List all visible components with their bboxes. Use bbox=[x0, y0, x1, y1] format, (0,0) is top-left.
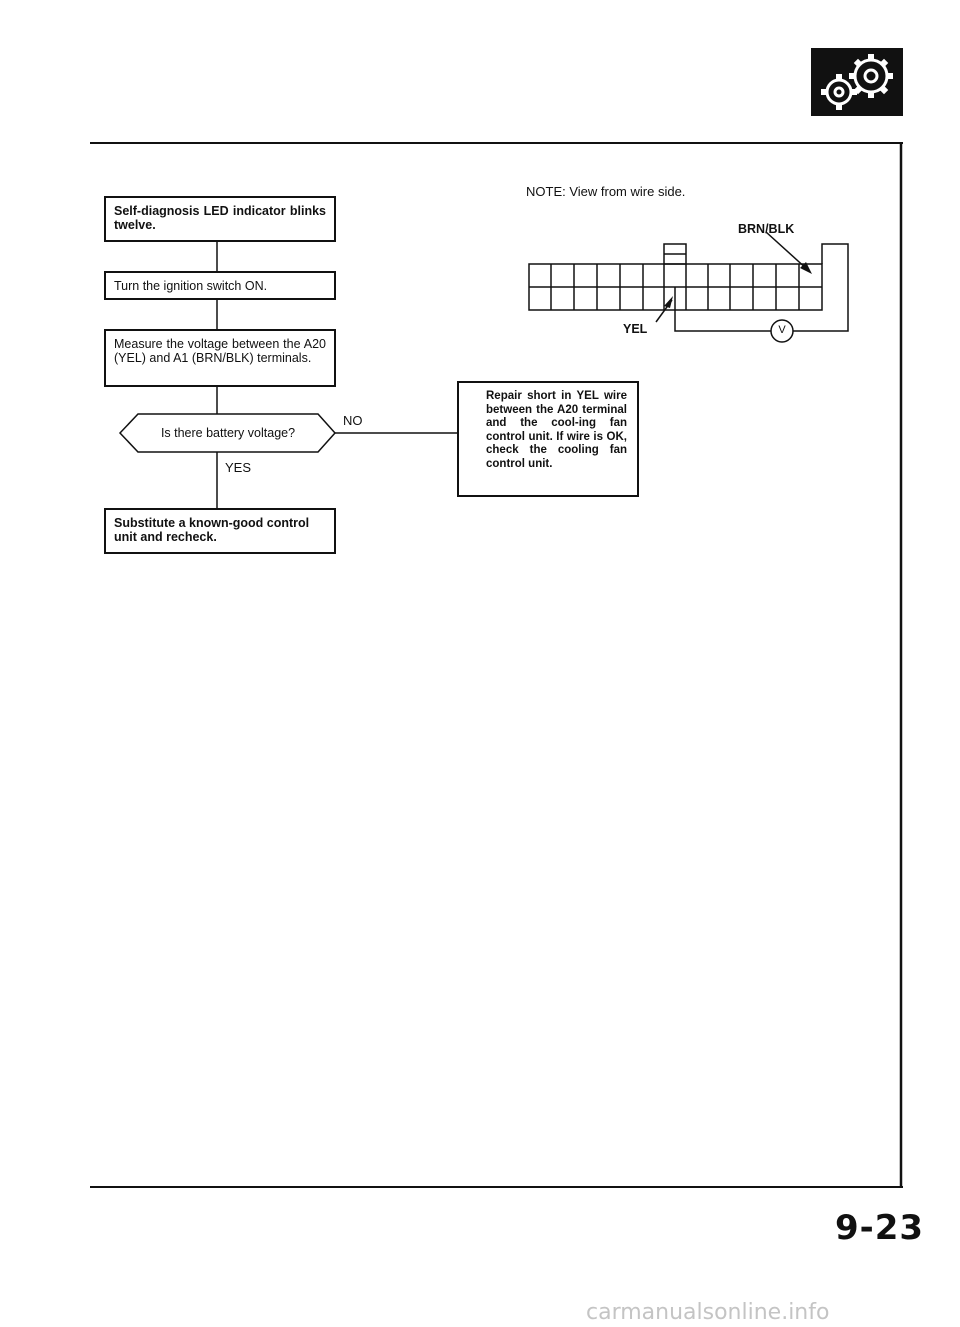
step-ignition-on-text: Turn the ignition switch ON. bbox=[114, 279, 268, 293]
step-substitute-unit bbox=[104, 508, 336, 554]
step-substitute-unit-text: Substitute a known-good control unit and recheck. bbox=[114, 516, 310, 544]
decision-question: Is there battery voltage? bbox=[160, 426, 296, 440]
brn-blk-label: BRN/BLK bbox=[738, 222, 795, 236]
watermark: carmanualsonline.info bbox=[586, 1300, 830, 1325]
no-label: NO bbox=[343, 413, 363, 428]
step-repair-short-text: Repair short in YEL wire between the A20 terminal and the cool-ing fan control unit. If wire is OK, check the cooling fan control unit. bbox=[486, 390, 627, 470]
page-number: 9-23 bbox=[835, 1208, 925, 1248]
voltmeter-symbol: V bbox=[778, 324, 786, 336]
yel-label: YEL bbox=[623, 322, 648, 336]
step-measure-voltage bbox=[104, 329, 336, 387]
step-measure-voltage-text: Measure the voltage between the A20 (YEL) and A1 (BRN/BLK) terminals. bbox=[114, 337, 326, 365]
step-repair-short bbox=[457, 381, 639, 497]
step-self-diagnosis-text: Self-diagnosis LED indicator blinks twelve. bbox=[114, 204, 326, 232]
step-self-diagnosis bbox=[104, 196, 336, 242]
yes-label: YES bbox=[225, 460, 252, 475]
step-ignition-on bbox=[104, 271, 336, 300]
note-text: NOTE: View from wire side. bbox=[526, 184, 686, 199]
